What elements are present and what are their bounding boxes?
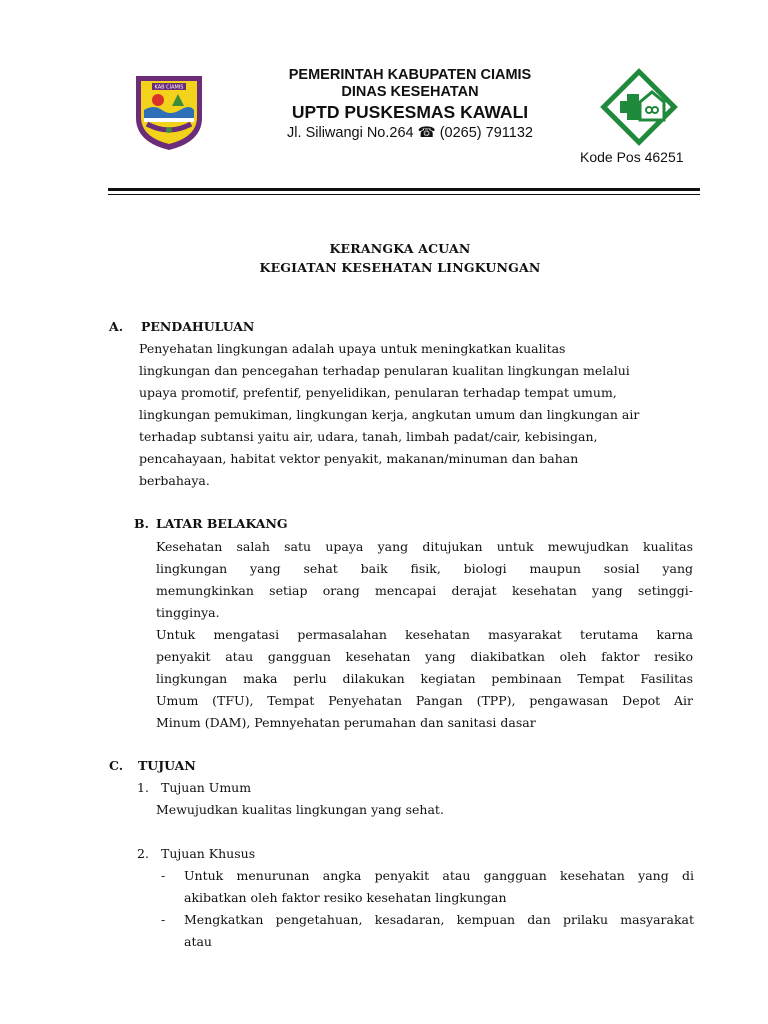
text-line: memungkinkan setiap orang mencapai derajat kesehatan yang setinggi- bbox=[156, 583, 693, 598]
letterhead bbox=[230, 66, 590, 143]
text-line: Minum (DAM), Pemnyehatan perumahan dan sanitasi dasar bbox=[156, 715, 536, 730]
header-divider-thin bbox=[108, 194, 700, 195]
text-line: Kesehatan salah satu upaya yang ditujukan untuk mewujudkan kualitas bbox=[156, 539, 693, 554]
item-title: Tujuan Khusus bbox=[161, 846, 256, 861]
text-line: berbahaya. bbox=[139, 473, 210, 488]
text-line: akibatkan oleh faktor resiko kesehatan lingkungan bbox=[184, 890, 507, 905]
ciamis-crest-logo bbox=[132, 72, 206, 152]
section-a-title: PENDAHULUAN bbox=[141, 319, 255, 334]
section-b-paragraph-1 bbox=[156, 536, 693, 624]
section-c-heading bbox=[109, 755, 196, 777]
section-a-heading bbox=[109, 316, 254, 338]
section-b-paragraph-2 bbox=[156, 624, 693, 734]
text-line: Untuk menurunan angka penyakit atau gangguan kesehatan yang di bbox=[184, 868, 694, 883]
text-line: atau bbox=[184, 934, 212, 949]
text-line: lingkungan dan pencegahan terhadap penularan kualitan lingkungan melalui bbox=[139, 363, 630, 378]
section-a-paragraph bbox=[139, 338, 699, 492]
government-name: PEMERINTAH KABUPATEN CIAMIS bbox=[288, 67, 532, 83]
specific-objective-2 bbox=[184, 909, 694, 953]
text-line: lingkungan maka perlu dilakukan kegiatan pembinaan Tempat Fasilitas bbox=[156, 671, 693, 686]
item-title: Tujuan Umum bbox=[161, 780, 252, 795]
specific-objective-1 bbox=[184, 865, 694, 909]
title-line-1: KERANGKA ACUAN bbox=[329, 241, 471, 256]
text-line: Untuk mengatasi permasalahan kesehatan masyarakat terutama karna bbox=[156, 627, 693, 642]
puskesmas-logo bbox=[600, 68, 678, 146]
text-line: tingginya. bbox=[156, 605, 220, 620]
section-c-title: TUJUAN bbox=[138, 758, 196, 773]
postal-code: Kode Pos 46251 bbox=[580, 149, 684, 165]
text-line: Umum (TFU), Tempat Penyehatan Pangan (TPP), pengawasan Depot Air bbox=[156, 693, 693, 708]
section-a-letter: A. bbox=[109, 319, 124, 334]
objective-item-2 bbox=[137, 843, 255, 865]
section-b-title: LATAR BELAKANG bbox=[156, 516, 288, 531]
text-line: pencahayaan, habitat vektor penyakit, makanan/minuman dan bahan bbox=[139, 451, 579, 466]
text-line: terhadap subtansi yaitu air, udara, tanah, limbah padat/cair, kebisingan, bbox=[139, 429, 598, 444]
agency-name: DINAS KESEHATAN bbox=[341, 84, 479, 100]
address-line: Jl. Siliwangi No.264 ☎ (0265) 791132 bbox=[287, 125, 533, 141]
bullet-dash: - bbox=[161, 868, 166, 883]
text-line: Mengkatkan pengetahuan, kesadaran, kempuan dan prilaku masyarakat bbox=[184, 912, 694, 927]
item-number: 1. bbox=[137, 780, 149, 795]
text-line: lingkungan yang sehat baik fisik, biologi maupun sosial yang bbox=[156, 561, 693, 576]
document-title bbox=[100, 239, 700, 277]
text-line: upaya promotif, prefentif, penyelidikan, penularan terhadap tempat umum, bbox=[139, 385, 617, 400]
section-b-letter: B. bbox=[134, 516, 149, 531]
text-line: lingkungan pemukiman, lingkungan kerja, angkutan umum dan lingkungan air bbox=[139, 407, 640, 422]
title-line-2: KEGIATAN KESEHATAN LINGKUNGAN bbox=[259, 260, 541, 275]
text-line: penyakit atau gangguan kesehatan yang diakibatkan oleh faktor resiko bbox=[156, 649, 693, 664]
general-objective-text: Mewujudkan kualitas lingkungan yang sehat. bbox=[156, 802, 444, 817]
item-number: 2. bbox=[137, 846, 149, 861]
section-b-heading bbox=[134, 513, 288, 535]
header-divider-thick bbox=[108, 188, 700, 191]
text-line: Penyehatan lingkungan adalah upaya untuk meningkatkan kualitas bbox=[139, 341, 566, 356]
objective-item-1 bbox=[137, 777, 251, 799]
bullet-dash: - bbox=[161, 912, 166, 927]
section-c-letter: C. bbox=[109, 758, 124, 773]
institution-name: UPTD PUSKESMAS KAWALI bbox=[291, 102, 529, 122]
svg-text:KAB CIAMIS: KAB CIAMIS bbox=[154, 84, 184, 91]
